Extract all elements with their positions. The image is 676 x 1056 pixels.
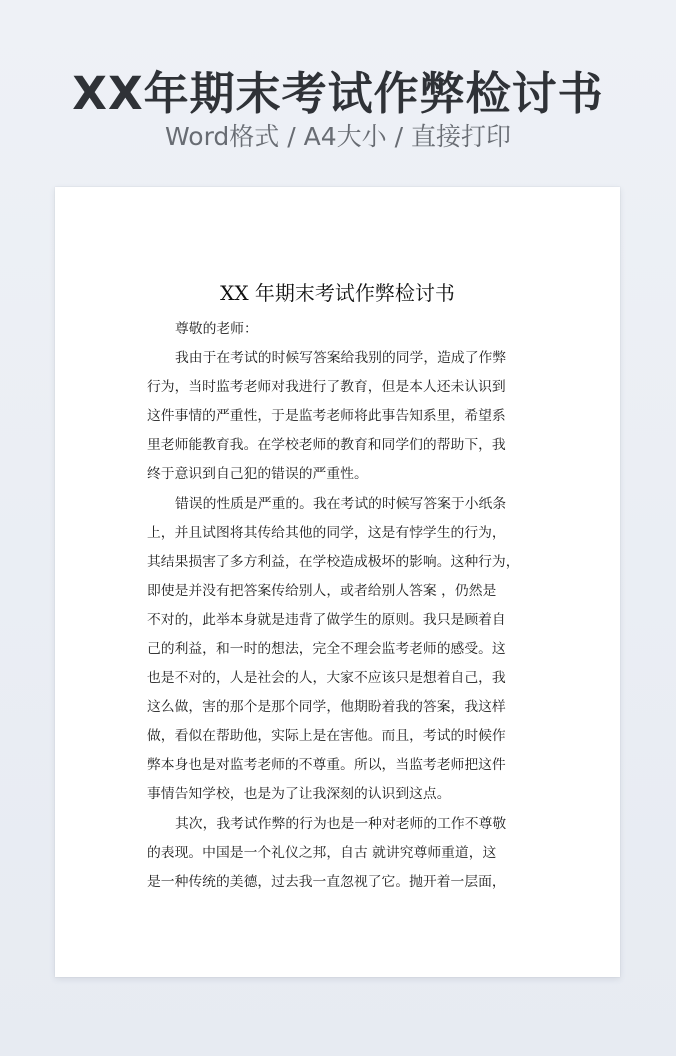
paragraph-line: 我由于在考试的时候写答案给我别的同学，造成了作弊 (175, 350, 507, 366)
paragraph-line: 其结果损害了多方利益，在学校造成极坏的影响。这种行为， (147, 554, 520, 570)
paragraph-line: 的表现。中国是一个礼仪之邦，自古 就讲究尊师重道，这 (147, 845, 497, 861)
paragraph-line: 是一种传统的美德，过去我一直忽视了它。抛开着一层面， (147, 874, 506, 890)
paragraph-line: 不对的，此举本身就是违背了做学生的原则。我只是顾着自 (147, 612, 506, 628)
paragraph-line: 其次，我考试作弊的行为也是一种对老师的工作不尊敬 (175, 816, 507, 832)
greeting: 尊敬的老师： (175, 321, 258, 337)
paragraph-line: 里老师能教育我。在学校老师的教育和同学们的帮助下，我 (147, 437, 506, 453)
paragraph-line: 这么做，害的那个是那个同学，他期盼着我的答案，我这样 (147, 699, 506, 715)
paragraph-line: 弊本身也是对监考老师的不尊重。所以，当监考老师把这件 (147, 757, 506, 773)
paragraph-line: 即使是并没有把答案传给别人，或者给别人答案 ，仍然是 (147, 583, 497, 599)
document-page (55, 187, 620, 977)
paragraph-line: 这件事情的严重性，于是监考老师将此事告知系里，希望系 (147, 408, 506, 424)
paragraph (147, 490, 529, 809)
paragraph-line: 终于意识到自己犯的错误的严重性。 (147, 466, 368, 482)
paragraph (147, 810, 529, 897)
paragraph-line: 做，看似在帮助他，实际上是在害他。而且，考试的时候作 (147, 728, 506, 744)
paragraph (147, 344, 529, 489)
paragraph-line: 错误的性质是严重的。我在考试的时候写答案于小纸条 (175, 496, 507, 512)
hero-banner (0, 0, 676, 170)
banner-subtitle: Word格式 / A4大小 / 直接打印 (165, 122, 511, 151)
paragraph-line: 事情告知学校，也是为了让我深刻的认识到这点。 (147, 786, 451, 802)
document-body (147, 315, 529, 898)
banner-title: XX年期末考试作弊检讨书 (72, 67, 604, 120)
document-title: XX 年期末考试作弊检讨书 (220, 281, 455, 305)
paragraph-line: 行为，当时监考老师对我进行了教育，但是本人还未认识到 (147, 379, 506, 395)
paragraph-line: 己的利益，和一时的想法，完全不理会监考老师的感受。这 (147, 641, 506, 657)
paragraph-line: 也是不对的，人是社会的人，大家不应该只是想着自己，我 (147, 670, 506, 686)
paragraph-line: 上，并且试图将其传给其他的同学，这是有悖学生的行为， (147, 525, 506, 541)
